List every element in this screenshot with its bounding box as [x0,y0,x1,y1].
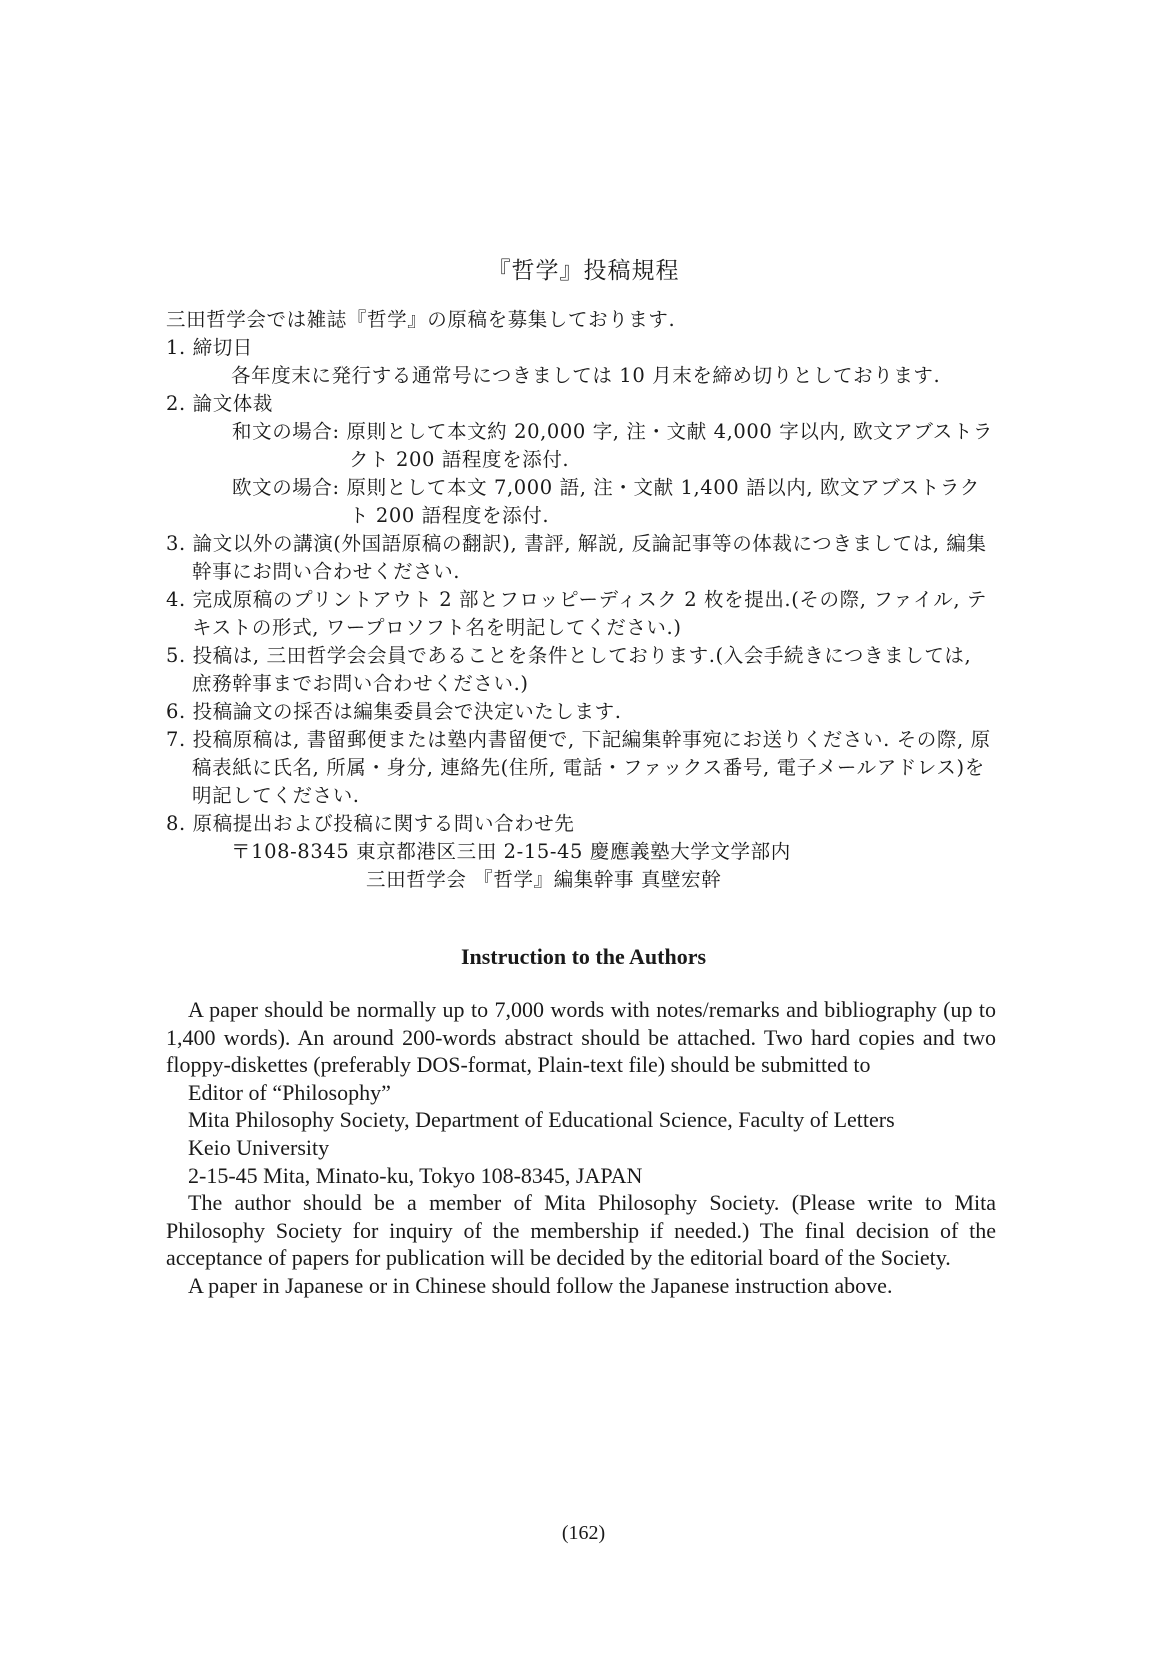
jp-item1-heading: 1. 締切日 [166,336,253,359]
jp-item7: 7. 投稿原稿は, 書留郵便または塾内書留便で, 下記編集幹事宛にお送りください. その際, 原稿表紙に氏名, 所属・身分, 連絡先(住所, 電話・ファックス番号, 電子メールアドレス)を明記してください. [166,728,991,807]
jp-item2-sub1: 和文の場合: 原則として本文約 20,000 字, 注・文献 4,000 字以内, 欧文アブストラクト 200 語程度を添付. [232,420,994,471]
jp-item5: 5. 投稿は, 三田哲学会会員であることを条件としております.(入会手続きにつきましては, 庶務幹事までお問い合わせください.) [166,644,972,695]
en-editor: Editor of “Philosophy” [188,1079,391,1105]
page-number: (162) [561,1522,606,1544]
jp-item1-body: 各年度末に発行する通常号につきましては 10 月末を締め切りとしております. [231,364,941,387]
jp-guidelines [166,306,996,894]
en-para3: A paper in Japanese or in Chinese should follow the Japanese instruction above. [188,1272,893,1298]
en-society: Mita Philosophy Society, Department of Educational Science, Faculty of Letters [188,1107,895,1133]
en-instructions [166,996,996,1300]
jp-item8-address1: 〒108-8345 東京都港区三田 2-15-45 慶應義塾大学文学部内 [231,840,791,863]
en-para2: The author should be a member of Mita Philosophy Society. (Please write to Mita Philosophy Society for inquiry of the membership if needed.) The final decision of the acceptance of papers for publication will be decided by the editorial board of the Society. [166,1190,996,1271]
jp-item2-heading: 2. 論文体裁 [166,392,274,415]
jp-item3: 3. 論文以外の講演(外国語原稿の翻訳), 書評, 解説, 反論記事等の体裁につきましては, 編集幹事にお問い合わせください. [166,532,987,583]
jp-item4: 4. 完成原稿のプリントアウト 2 部とフロッピーディスク 2 枚を提出.(その際, ファイル, テキストの形式, ワープロソフト名を明記してください.) [166,588,988,639]
jp-item8-address2: 三田哲学会 『哲学』編集幹事 真壁宏幹 [366,868,722,891]
jp-item2-sub2: 欧文の場合: 原則として本文 7,000 語, 注・文献 1,400 語以内, 欧文アブストラクト 200 語程度を添付. [232,476,981,527]
jp-title: 『哲学』投稿規程 [487,258,680,284]
en-address: 2-15-45 Mita, Minato-ku, Tokyo 108-8345, JAPAN [188,1162,643,1188]
en-university: Keio University [188,1134,330,1160]
en-para1: A paper should be normally up to 7,000 words with notes/remarks and bibliography (up to 1,400 words). An around 200-words abstract should be attached. Two hard copies and two floppy-diskettes (preferably DOS-format, Plain-text file) should be submitted to [166,997,996,1078]
jp-item6: 6. 投稿論文の採否は編集委員会で決定いたします. [166,700,622,723]
en-title: Instruction to the Authors [460,944,707,969]
jp-item8-heading: 8. 原稿提出および投稿に関する問い合わせ先 [166,812,575,835]
jp-intro: 三田哲学会では雑誌『哲学』の原稿を募集しております. [166,308,676,331]
